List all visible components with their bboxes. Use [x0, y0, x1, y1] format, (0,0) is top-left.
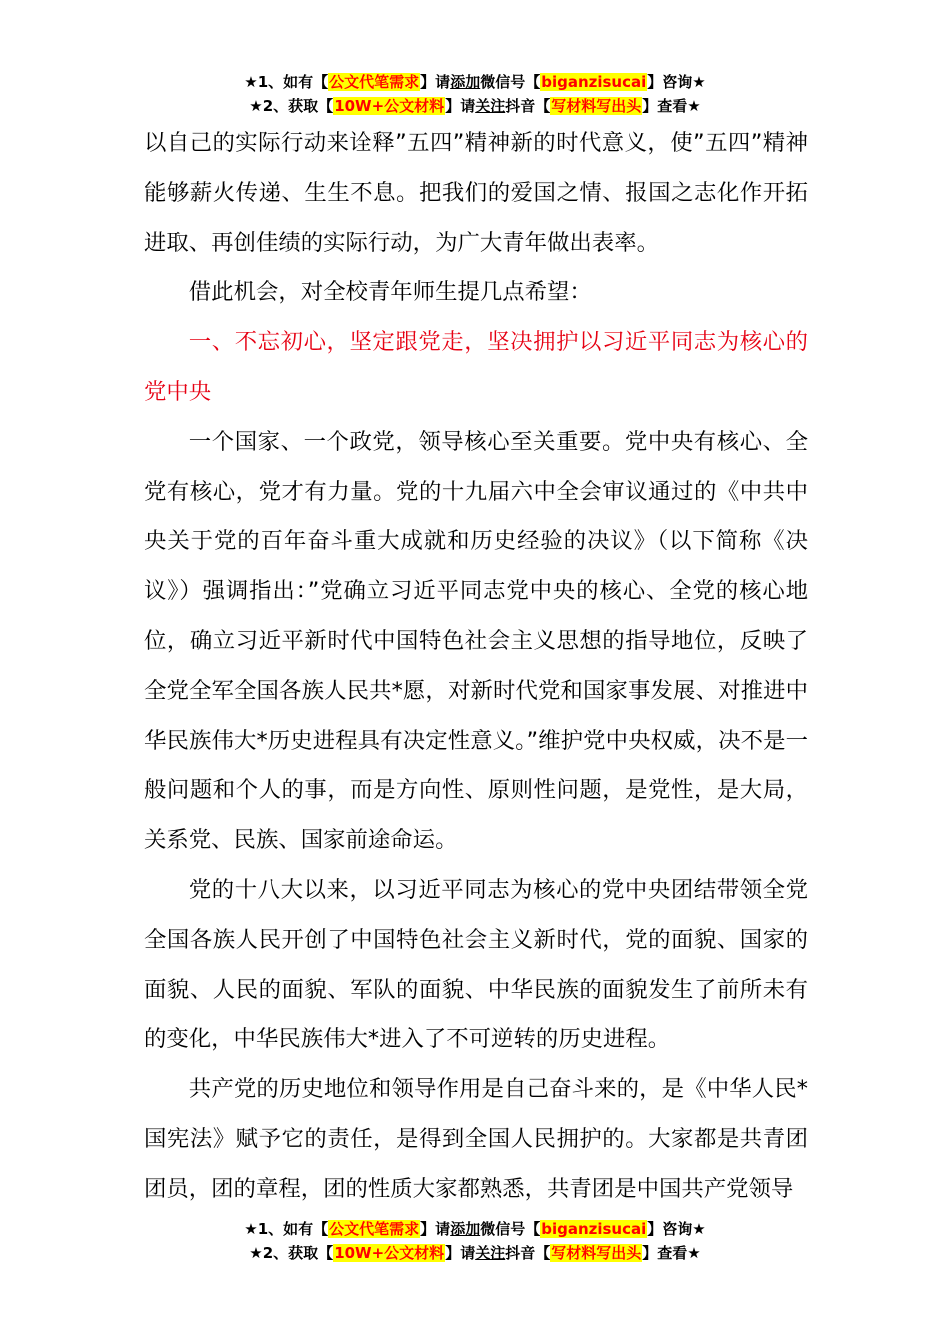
- highlight-ghostwriting: 公文代笔需求: [329, 73, 420, 91]
- highlight-materials: 10W+公文材料: [334, 1244, 445, 1262]
- highlight-ghostwriting: 公文代笔需求: [329, 1220, 420, 1238]
- footer-banner: [0, 1217, 950, 1265]
- highlight-douyin-account: 写材料写出头: [551, 1244, 642, 1262]
- section-heading-1: 一、不忘初心，坚定跟党走，坚决拥护以习近平同志为核心的党中央: [144, 329, 808, 405]
- paragraph: 党的十八大以来，以习近平同志为核心的党中央团结带领全党全国各族人民开创了中国特色社会主义新时代，党的面貌、国家的面貌、人民的面貌、军队的面貌、中华民族的面貌发生了前所未有的变化，中华民族伟大*进入了不可逆转的历史进程。: [144, 876, 808, 1053]
- highlight-materials: 10W+公文材料: [334, 97, 445, 115]
- footer-line-2: ★2、获取【10W+公文材料】请关注抖音【写材料写出头】查看★: [249, 1244, 701, 1262]
- paragraph-continuation: 以自己的实际行动来诠释”五四”精神新的时代意义，使”五四”精神能够薪火传递、生生不息。把我们的爱国之情、报国之志化作开拓进取、再创佳绩的实际行动，为广大青年做出表率。: [144, 130, 808, 256]
- highlight-wechat-id: biganzisucai: [541, 1220, 647, 1238]
- footer-line-1: ★1、如有【公文代笔需求】请添加微信号【biganzisucai】咨询★: [244, 1220, 706, 1238]
- paragraph: 共产党的历史地位和领导作用是自己奋斗来的，是《中华人民*国宪法》赋予它的责任，是得到全国人民拥护的。大家都是共青团团员，团的章程，团的性质大家都熟悉，共青团是中国共产党领导: [144, 1076, 808, 1202]
- paragraph-intro: 借此机会，对全校青年师生提几点希望：: [188, 279, 592, 306]
- document-body: [144, 119, 808, 1215]
- header-banner: [0, 70, 950, 118]
- header-line-2: ★2、获取【10W+公文材料】请关注抖音【写材料写出头】查看★: [249, 97, 701, 115]
- header-line-1: ★1、如有【公文代笔需求】请添加微信号【biganzisucai】咨询★: [244, 73, 706, 91]
- highlight-douyin-account: 写材料写出头: [551, 97, 642, 115]
- paragraph: 一个国家、一个政党，领导核心至关重要。党中央有核心、全党有核心，党才有力量。党的十九届六中全会审议通过的《中共中央关于党的百年奋斗重大成就和历史经验的决议》（以下简称《决议》）强调指出：”党确立习近平同志党中央的核心、全党的核心地位，确立习近平新时代中国特色社会主义思想的指导地位，反映了全党全军全国各族人民共*愿，对新时代党和国家事发展、对推进中华民族伟大*历史进程具有决定性意义。”维护党中央权威，决不是一般问题和个人的事，而是方向性、原则性问题，是党性，是大局，关系党、民族、国家前途命运。: [144, 428, 808, 854]
- highlight-wechat-id: biganzisucai: [541, 73, 647, 91]
